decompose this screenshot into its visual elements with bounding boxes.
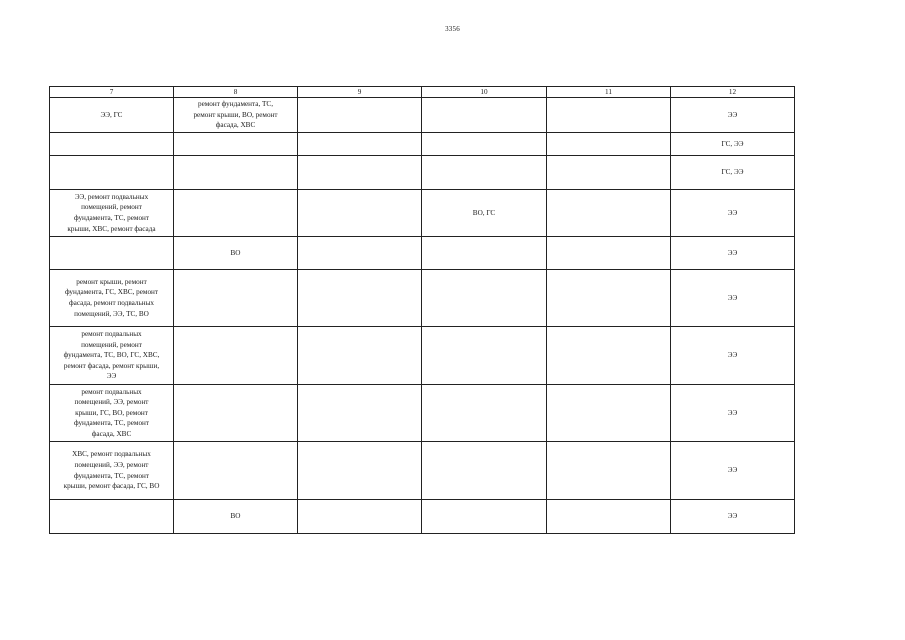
table-cell	[422, 270, 547, 327]
table-cell: ремонт фундамента, ТС, ремонт крыши, ВО, ремонт фасада, ХВС	[174, 98, 298, 133]
table-cell: ремонт подвальных помещений, ЭЭ, ремонт крыши, ГС, ВО, ремонт фундамента, ТС, ремонт фасада, ХВС	[50, 385, 174, 442]
table-cell: ГС, ЭЭ	[671, 156, 795, 190]
table-cell	[174, 156, 298, 190]
table-row	[50, 98, 795, 133]
table-row	[50, 133, 795, 156]
table-cell: ЭЭ, ремонт подвальных помещений, ремонт фундамента, ТС, ремонт крыши, ХВС, ремонт фасада	[50, 190, 174, 237]
table-cell: ВО, ГС	[422, 190, 547, 237]
table-cell: ЭЭ	[671, 385, 795, 442]
table-cell: ГС, ЭЭ	[671, 133, 795, 156]
page-number: 3356	[445, 25, 460, 33]
table-cell	[174, 385, 298, 442]
table-row	[50, 270, 795, 327]
table-cell	[174, 327, 298, 385]
table-cell	[547, 442, 671, 500]
table-cell	[547, 270, 671, 327]
table-cell	[547, 500, 671, 534]
column-header-8: 8	[174, 87, 298, 98]
column-header-10: 10	[422, 87, 547, 98]
table-cell	[298, 500, 422, 534]
table-cell: ЭЭ	[671, 500, 795, 534]
table-cell	[547, 98, 671, 133]
table-cell	[174, 190, 298, 237]
table-cell: ЭЭ	[671, 442, 795, 500]
table-cell	[50, 500, 174, 534]
table-row	[50, 237, 795, 270]
table-cell	[298, 442, 422, 500]
table-cell: ХВС, ремонт подвальных помещений, ЭЭ, ремонт фундамента, ТС, ремонт крыши, ремонт фасада, ГС, ВО	[50, 442, 174, 500]
table-cell	[422, 133, 547, 156]
column-header-7: 7	[50, 87, 174, 98]
table-cell: ЭЭ	[671, 270, 795, 327]
table-cell	[422, 385, 547, 442]
data-table	[49, 86, 795, 534]
table-cell	[547, 133, 671, 156]
table-cell: ЭЭ	[671, 327, 795, 385]
table-cell: ремонт подвальных помещений, ремонт фундамента, ТС, ВО, ГС, ХВС, ремонт фасада, ремонт крыши, ЭЭ	[50, 327, 174, 385]
table-cell	[50, 237, 174, 270]
table-cell	[298, 327, 422, 385]
table-cell: ЭЭ	[671, 190, 795, 237]
table-cell	[547, 327, 671, 385]
table-cell	[298, 133, 422, 156]
table-cell	[174, 442, 298, 500]
table-cell	[298, 237, 422, 270]
table-cell	[298, 190, 422, 237]
table-row	[50, 385, 795, 442]
table-cell: ЭЭ, ГС	[50, 98, 174, 133]
table-cell	[422, 500, 547, 534]
table-cell: ЭЭ	[671, 237, 795, 270]
table-cell: ВО	[174, 237, 298, 270]
column-header-11: 11	[547, 87, 671, 98]
table-row	[50, 500, 795, 534]
table-cell	[547, 237, 671, 270]
table-cell	[422, 156, 547, 190]
table-cell	[174, 270, 298, 327]
table-row	[50, 327, 795, 385]
table-cell	[174, 133, 298, 156]
table-cell	[422, 442, 547, 500]
table-cell	[50, 133, 174, 156]
table-cell	[422, 237, 547, 270]
table-cell	[298, 270, 422, 327]
table-cell	[547, 385, 671, 442]
table-cell	[298, 98, 422, 133]
table-cell	[547, 156, 671, 190]
table-cell	[422, 327, 547, 385]
table-row	[50, 190, 795, 237]
table-cell	[547, 190, 671, 237]
table-cell	[298, 385, 422, 442]
table-cell	[50, 156, 174, 190]
table-cell	[298, 156, 422, 190]
table-cell: ВО	[174, 500, 298, 534]
table-row	[50, 156, 795, 190]
table-header-row	[50, 87, 795, 98]
column-header-12: 12	[671, 87, 795, 98]
table-cell: ЭЭ	[671, 98, 795, 133]
table-cell	[422, 98, 547, 133]
table-cell: ремонт крыши, ремонт фундамента, ГС, ХВС, ремонт фасада, ремонт подвальных помещений, ЭЭ, ТС, ВО	[50, 270, 174, 327]
table-row	[50, 442, 795, 500]
column-header-9: 9	[298, 87, 422, 98]
